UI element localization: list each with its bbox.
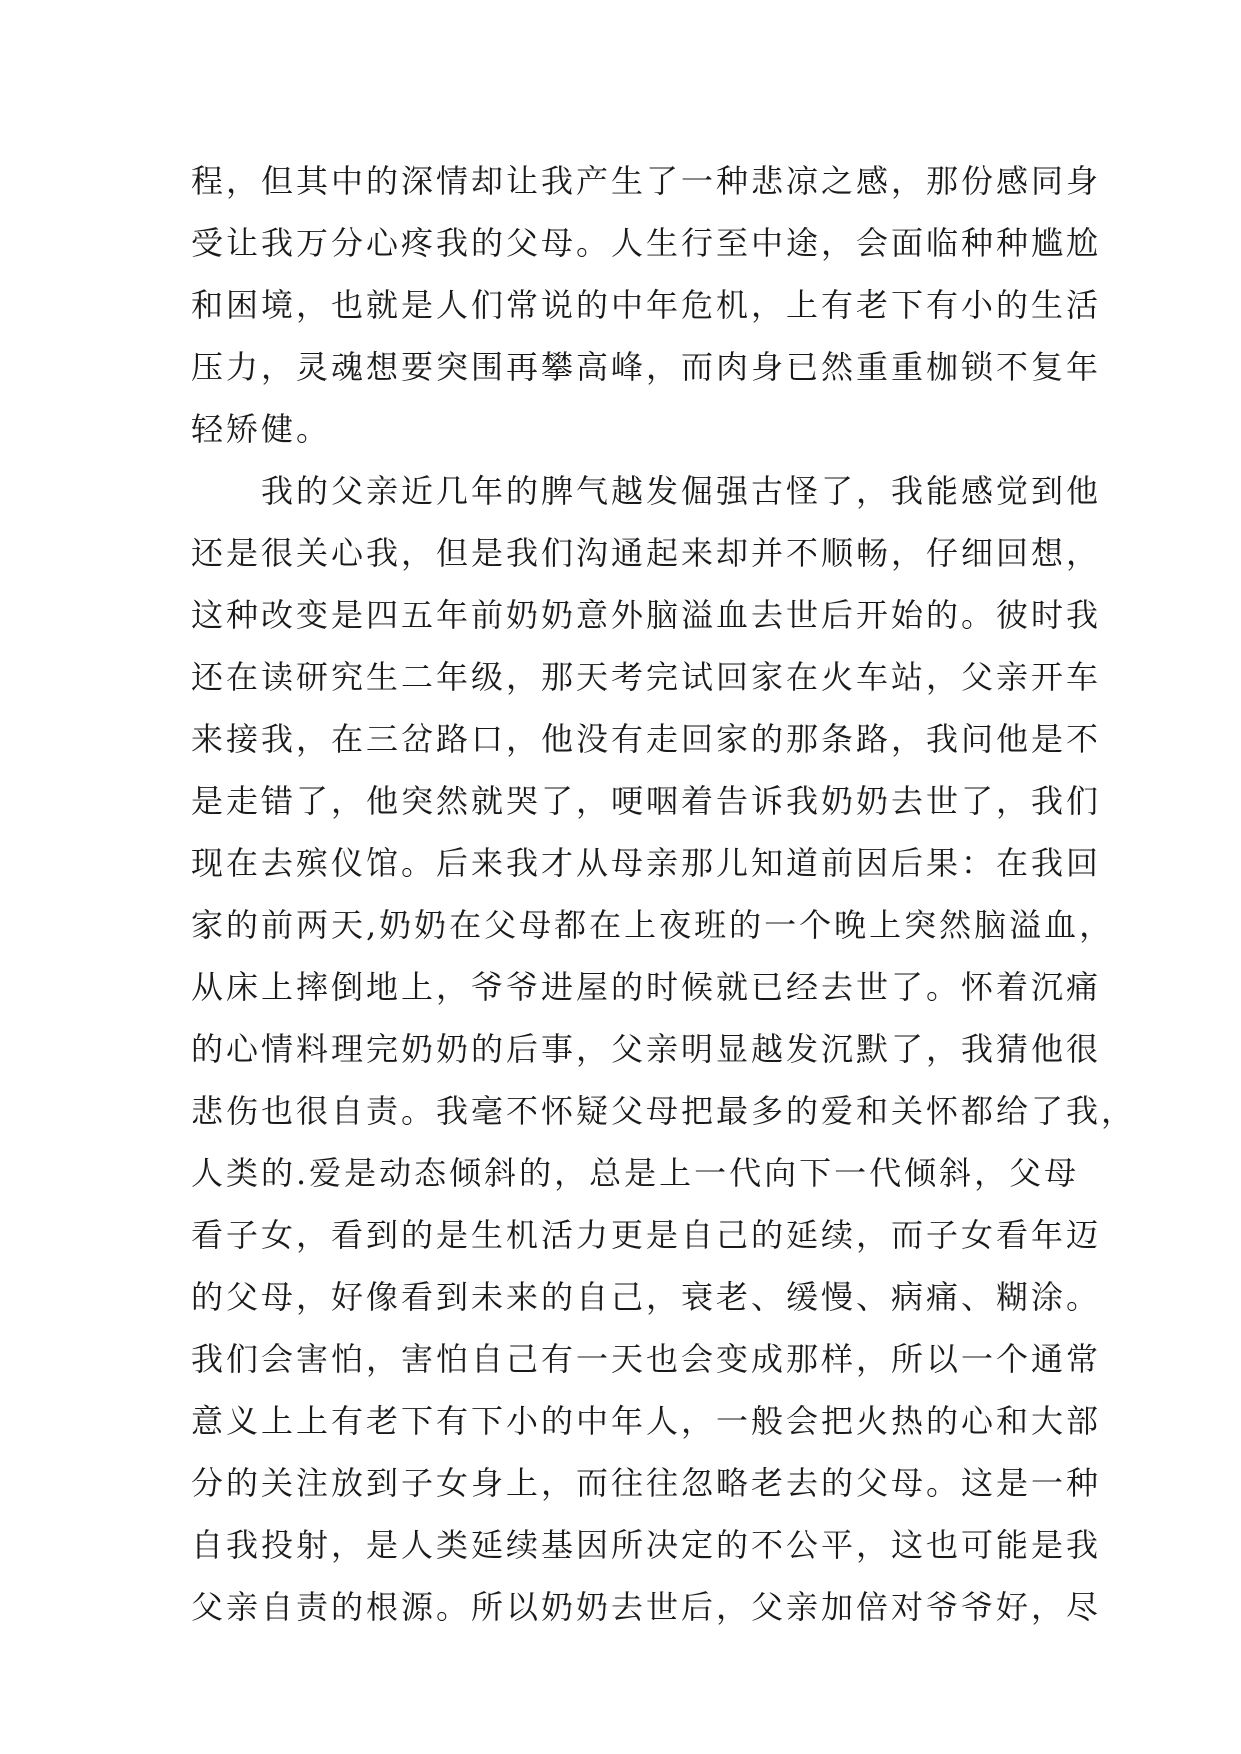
text-line: 的心情料理完奶奶的后事，父亲明显越发沉默了，我猜他很 [191,1030,1102,1068]
text-line: 我的父亲近几年的脾气越发倔强古怪了，我能感觉到他 [191,472,1102,510]
text-line: 父亲自责的根源。所以奶奶去世后，父亲加倍对爷爷好，尽 [191,1588,1102,1626]
text-line: 自我投射，是人类延续基因所决定的不公平，这也可能是我 [191,1526,1102,1564]
text-line: 是走错了，他突然就哭了，哽咽着告诉我奶奶去世了，我们 [191,782,1102,820]
text-line: 和困境，也就是人们常说的中年危机，上有老下有小的生活 [191,286,1102,324]
text-line: 轻矫健。 [191,410,332,448]
text-line: 看子女，看到的是生机活力更是自己的延续，而子女看年迈 [191,1216,1102,1254]
text-line: 程，但其中的深情却让我产生了一种悲凉之感，那份感同身 [191,162,1102,200]
body-text [191,150,1137,1638]
text-line: 还在读研究生二年级，那天考完试回家在火车站，父亲开车 [191,658,1102,696]
text-line: 来接我，在三岔路口，他没有走回家的那条路，我问他是不 [191,720,1102,758]
text-line: 的父母，好像看到未来的自己，衰老、缓慢、病痛、糊涂。 [191,1278,1102,1316]
text-line: 这种改变是四五年前奶奶意外脑溢血去世后开始的。彼时我 [191,596,1102,634]
text-line: 家的前两天,奶奶在父母都在上夜班的一个晚上突然脑溢血， [191,906,1115,944]
text-line: 还是很关心我，但是我们沟通起来却并不顺畅，仔细回想， [191,534,1102,572]
text-line: 人类的.爱是动态倾斜的，总是上一代向下一代倾斜，父母 [191,1154,1080,1192]
text-line: 悲伤也很自责。我毫不怀疑父母把最多的爱和关怀都给了我， [191,1092,1137,1130]
text-line: 分的关注放到子女身上，而往往忽略老去的父母。这是一种 [191,1464,1102,1502]
text-line: 受让我万分心疼我的父母。人生行至中途，会面临种种尴尬 [191,224,1102,262]
text-line: 从床上摔倒地上，爷爷进屋的时候就已经去世了。怀着沉痛 [191,968,1102,1006]
text-line: 意义上上有老下有下小的中年人，一般会把火热的心和大部 [191,1402,1102,1440]
text-line: 现在去殡仪馆。后来我才从母亲那儿知道前因后果：在我回 [191,844,1102,882]
text-line: 压力，灵魂想要突围再攀高峰，而肉身已然重重枷锁不复年 [191,348,1102,386]
text-line: 我们会害怕，害怕自己有一天也会变成那样，所以一个通常 [191,1340,1102,1378]
